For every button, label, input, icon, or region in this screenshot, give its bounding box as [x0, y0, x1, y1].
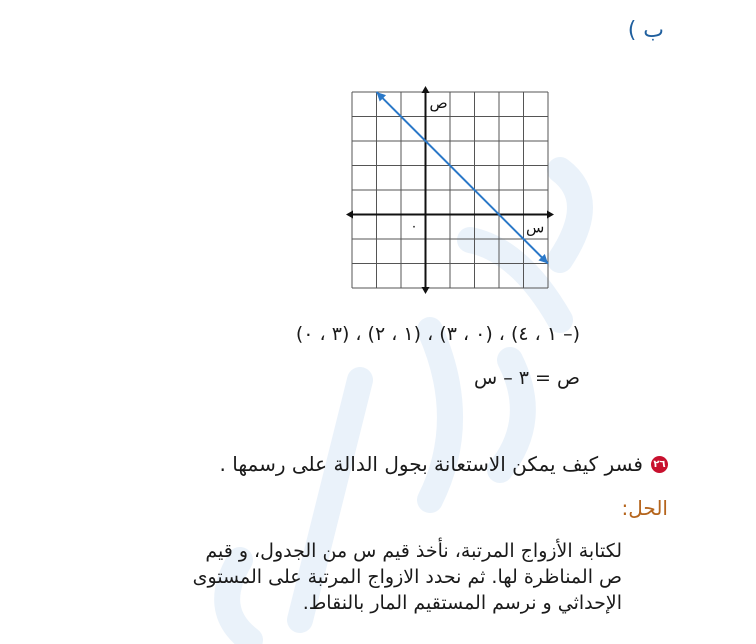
coordinate-graph: [345, 84, 555, 314]
ordered-pairs: (– ١ ، ٤) ، (٠ ، ٣) ، (١ ، ٢) ، (٣ ، ٠): [295, 323, 580, 345]
x-axis-arrow-right: [547, 211, 554, 219]
question-number-badge: ٢٦: [651, 456, 668, 473]
function-line: [377, 92, 549, 264]
answer-text: [102, 538, 622, 616]
question-text: فسر كيف يمكن الاستعانة بجول الدالة على رسمها .: [219, 452, 643, 476]
x-axis-label: س: [526, 218, 545, 237]
y-axis-arrow-down: [422, 287, 430, 294]
answer-line: الإحداثي و نرسم المستقيم المار بالنقاط.: [302, 592, 622, 614]
y-axis-label: ص: [429, 94, 448, 112]
x-axis-arrow-left: [346, 211, 353, 219]
question-26: [220, 452, 668, 476]
solution-label: الحل:: [621, 496, 668, 520]
part-label: ب ): [627, 18, 664, 43]
answer-line: ص المناظرة لها. ثم نحدد الازواج المرتبة على المستوى: [192, 566, 622, 588]
y-axis-arrow-up: [422, 86, 430, 93]
answer-line: لكتابة الأزواج المرتبة، نأخذ قيم س من الجدول، و قيم: [205, 540, 622, 562]
function-equation: ص = ٣ – س: [474, 367, 580, 389]
origin-label: ٠: [410, 219, 418, 235]
